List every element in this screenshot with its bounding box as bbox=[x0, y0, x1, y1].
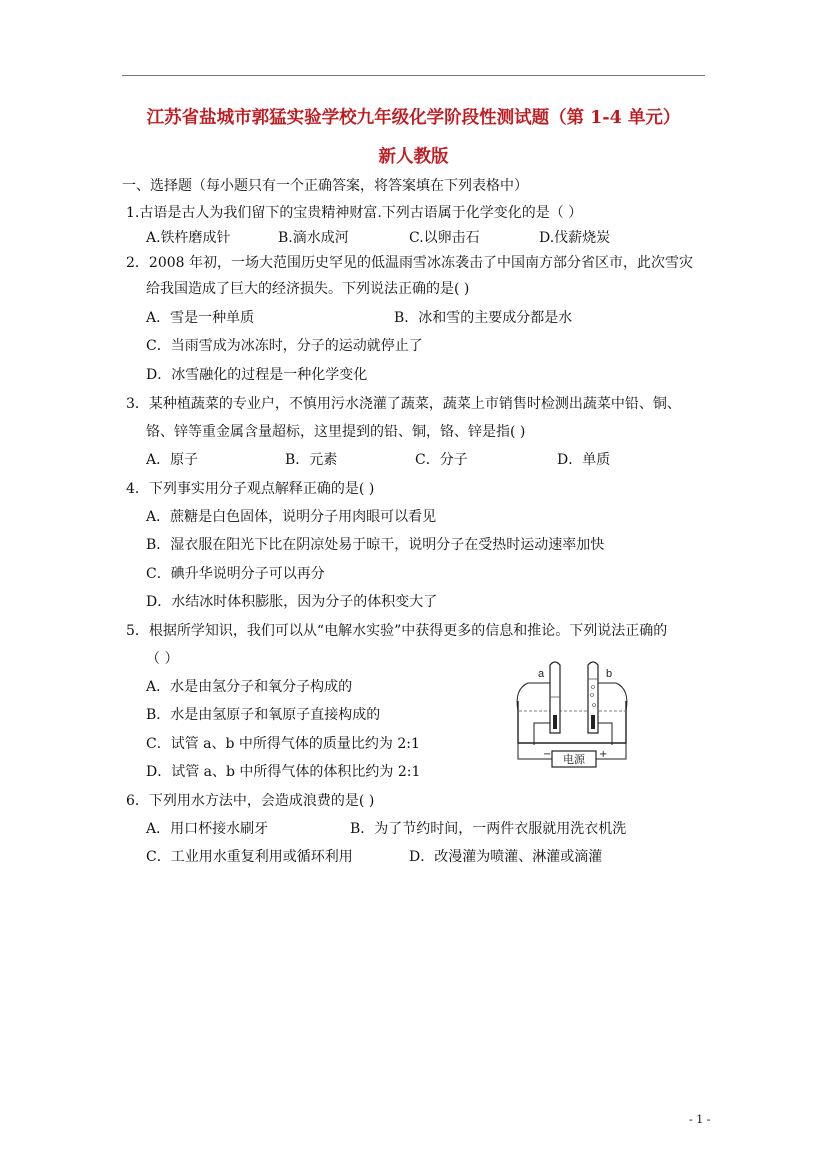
question-6-option-d: D．改漫灌为喷灌、淋灌或滴灌 bbox=[409, 849, 603, 865]
question-5-stem-line1: 5．根据所学知识，我们可以从“电解水实验”中获得更多的信息和推论。下列说法正确的 bbox=[126, 623, 668, 639]
tube-b-label: b bbox=[606, 668, 613, 680]
tube-a-label: a bbox=[538, 668, 545, 680]
power-supply-label: 电源 bbox=[563, 753, 585, 766]
wire-b-inner bbox=[598, 723, 612, 745]
question-3-option-d: D．单质 bbox=[557, 452, 611, 468]
question-4-option-a: A．蔗糖是白色固体，说明分子用肉眼可以看见 bbox=[146, 509, 437, 525]
question-1-option-b: B.滴水成河 bbox=[278, 230, 349, 246]
question-3-option-a: A．原子 bbox=[146, 452, 199, 468]
wire-b-outer bbox=[598, 683, 627, 711]
question-1-stem: 1.古语是古人为我们留下的宝贵精神财富.下列古语属于化学变化的是（ ） bbox=[126, 205, 583, 221]
positive-terminal-sign: + bbox=[599, 749, 608, 760]
page-number: - 1 - bbox=[689, 1113, 711, 1126]
electrode-b bbox=[591, 715, 595, 729]
question-6-stem: 6．下列用水方法中，会造成浪费的是( ) bbox=[126, 793, 375, 809]
question-2-option-b: B．冰和雪的主要成分都是水 bbox=[394, 310, 573, 326]
question-6-option-a: A．用口杯接水刷牙 bbox=[146, 821, 269, 837]
question-2-option-a: A．雪是一种单质 bbox=[146, 310, 255, 326]
question-3-option-c: C．分子 bbox=[415, 452, 468, 468]
question-6-option-b: B．为了节约时间，一两件衣服就用洗衣机洗 bbox=[350, 821, 627, 837]
question-3-option-b: B．元素 bbox=[285, 452, 338, 468]
question-5-option-d: D．试管 a、b 中所得气体的体积比约为 2:1 bbox=[146, 764, 421, 780]
question-4-option-d: D．水结冰时体积膨胀，因为分子的体积变大了 bbox=[146, 594, 438, 610]
header-rule bbox=[122, 75, 705, 76]
question-1-option-c: C.以卵击石 bbox=[409, 230, 480, 246]
question-5-option-b: B．水是由氢原子和氧原子直接构成的 bbox=[146, 707, 381, 723]
document-title: 江苏省盐城市郭猛实验学校九年级化学阶段性测试题（第 1-4 单元） bbox=[146, 108, 681, 128]
question-1-option-d: D.伐薪烧炭 bbox=[539, 230, 611, 246]
question-4-stem: 4．下列事实用分子观点解释正确的是( ) bbox=[126, 481, 375, 497]
negative-terminal-sign: − bbox=[543, 749, 552, 760]
question-5-stem-line2: （ ） bbox=[146, 651, 179, 667]
electrolysis-apparatus-figure bbox=[512, 653, 632, 773]
question-2-stem-line1: 2．2008 年初，一场大范围历史罕见的低温雨雪冰冻袭击了中国南方部分省区市，此次雪灾 bbox=[126, 255, 693, 271]
question-5-option-c: C．试管 a、b 中所得气体的质量比约为 2:1 bbox=[146, 736, 420, 752]
document-subtitle: 新人教版 bbox=[378, 147, 449, 167]
question-1-option-a: A.铁杵磨成针 bbox=[146, 230, 231, 246]
question-2-option-d: D．冰雪融化的过程是一种化学变化 bbox=[146, 367, 368, 383]
question-6-option-c: C．工业用水重复利用或循环利用 bbox=[146, 849, 353, 865]
question-2-stem-line2: 给我国造成了巨大的经济损失。下列说法正确的是( ) bbox=[146, 281, 470, 297]
wire-a-inner bbox=[534, 723, 550, 745]
electrode-a bbox=[553, 715, 557, 729]
question-3-stem-line1: 3．某种植蔬菜的专业户，不慎用污水浇灌了蔬菜，蔬菜上市销售时检测出蔬菜中铅、铜、 bbox=[126, 396, 681, 412]
question-2-option-c: C．当雨雪成为冰冻时，分子的运动就停止了 bbox=[146, 338, 423, 354]
question-4-option-c: C．碘升华说明分子可以再分 bbox=[146, 566, 325, 582]
section-heading: 一、选择题（每小题只有一个正确答案，将答案填在下列表格中） bbox=[122, 178, 528, 194]
wire-a-outer bbox=[517, 683, 550, 711]
question-5-option-a: A．水是由氢分子和氧分子构成的 bbox=[146, 679, 353, 695]
question-4-option-b: B．湿衣服在阳光下比在阴凉处易于晾干，说明分子在受热时运动速率加快 bbox=[146, 537, 605, 553]
question-3-stem-line2: 铬、锌等重金属含量超标，这里提到的铅、铜，铬、锌是指( ) bbox=[146, 424, 526, 440]
